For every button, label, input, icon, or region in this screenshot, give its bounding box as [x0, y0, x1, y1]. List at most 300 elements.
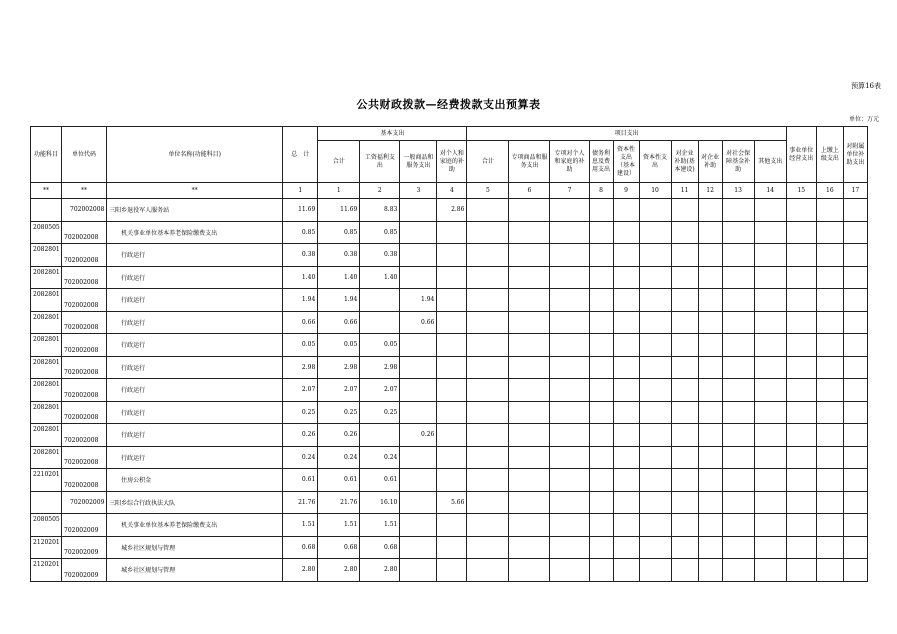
- empty-cell: [698, 199, 722, 222]
- personal-subsidy-cell: [437, 266, 467, 289]
- empty-cell: [589, 559, 613, 582]
- index-cell: 1: [318, 183, 360, 199]
- empty-cell: [613, 559, 639, 582]
- unit-code-cell: 702002009: [62, 514, 107, 537]
- unit-code-cell: 702002009: [62, 491, 107, 514]
- func-code-cell: 2210201: [31, 469, 62, 492]
- empty-cell: [843, 536, 867, 559]
- unit-label: 单位：万元: [848, 116, 879, 123]
- total-cell: 21.76: [283, 491, 318, 514]
- table-row: [31, 559, 868, 582]
- unit-code-cell: 702002008: [62, 289, 107, 312]
- empty-cell: [843, 401, 867, 424]
- empty-cell: [613, 401, 639, 424]
- empty-cell: [639, 289, 671, 312]
- personal-subsidy-cell: [437, 469, 467, 492]
- basic-total-cell: 0.24: [318, 446, 360, 469]
- empty-cell: [671, 311, 698, 334]
- header-project-6: 对企业补助(基本建设): [671, 141, 698, 183]
- empty-cell: [671, 536, 698, 559]
- empty-cell: [843, 289, 867, 312]
- goods-services-cell: [400, 266, 437, 289]
- total-cell: 0.24: [283, 446, 318, 469]
- empty-cell: [843, 334, 867, 357]
- empty-cell: [467, 379, 509, 402]
- empty-cell: [509, 536, 550, 559]
- wages-cell: 0.38: [360, 244, 400, 267]
- empty-cell: [843, 379, 867, 402]
- empty-cell: [754, 469, 786, 492]
- empty-cell: [722, 491, 754, 514]
- empty-cell: [754, 559, 786, 582]
- empty-cell: [639, 311, 671, 334]
- unit-code-cell: 702002008: [62, 334, 107, 357]
- basic-total-cell: 1.94: [318, 289, 360, 312]
- empty-cell: [550, 559, 589, 582]
- empty-cell: [754, 266, 786, 289]
- budget-table: [30, 126, 868, 582]
- func-code-cell: 2082801: [31, 289, 62, 312]
- basic-total-cell: 2.98: [318, 356, 360, 379]
- empty-cell: [589, 221, 613, 244]
- total-cell: 2.80: [283, 559, 318, 582]
- empty-cell: [722, 469, 754, 492]
- basic-total-cell: 0.38: [318, 244, 360, 267]
- unit-name-cell: 城乡社区规划与管理: [107, 536, 283, 559]
- empty-cell: [639, 221, 671, 244]
- empty-cell: [467, 244, 509, 267]
- personal-subsidy-cell: [437, 379, 467, 402]
- empty-cell: [467, 199, 509, 222]
- empty-cell: [816, 536, 843, 559]
- goods-services-cell: [400, 356, 437, 379]
- unit-code-cell: 702002008: [62, 244, 107, 267]
- empty-cell: [698, 334, 722, 357]
- header-project-7: 对企业补助: [698, 141, 722, 183]
- empty-cell: [509, 199, 550, 222]
- wages-cell: 8.83: [360, 199, 400, 222]
- personal-subsidy-cell: [437, 311, 467, 334]
- empty-cell: [613, 446, 639, 469]
- index-cell: **: [31, 183, 62, 199]
- empty-cell: [509, 424, 550, 447]
- total-cell: 0.26: [283, 424, 318, 447]
- table-row: [31, 469, 868, 492]
- empty-cell: [639, 334, 671, 357]
- empty-cell: [786, 311, 816, 334]
- unit-name-cell: 三阳乡综合行政执法大队: [107, 491, 283, 514]
- header-tail-2: 对附属单位补助支出: [843, 127, 867, 183]
- empty-cell: [754, 221, 786, 244]
- index-row: [31, 183, 868, 199]
- table-row: [31, 536, 868, 559]
- empty-cell: [639, 514, 671, 537]
- empty-cell: [613, 424, 639, 447]
- goods-services-cell: [400, 446, 437, 469]
- empty-cell: [816, 401, 843, 424]
- total-cell: 2.98: [283, 356, 318, 379]
- empty-cell: [550, 244, 589, 267]
- unit-name-cell: 行政运行: [107, 446, 283, 469]
- empty-cell: [816, 221, 843, 244]
- empty-cell: [613, 536, 639, 559]
- func-code-cell: 2120201: [31, 536, 62, 559]
- func-code-cell: 2080505: [31, 514, 62, 537]
- index-cell: **: [62, 183, 107, 199]
- empty-cell: [671, 289, 698, 312]
- index-cell: 11: [671, 183, 698, 199]
- wages-cell: [360, 424, 400, 447]
- header-unit-name: 单位名称(功能科目): [107, 127, 283, 183]
- empty-cell: [843, 491, 867, 514]
- empty-cell: [509, 446, 550, 469]
- empty-cell: [550, 311, 589, 334]
- empty-cell: [589, 469, 613, 492]
- empty-cell: [589, 401, 613, 424]
- empty-cell: [816, 446, 843, 469]
- func-code-cell: 2082801: [31, 446, 62, 469]
- empty-cell: [467, 356, 509, 379]
- unit-name-cell: 住房公积金: [107, 469, 283, 492]
- empty-cell: [467, 424, 509, 447]
- func-code-cell: 2082801: [31, 311, 62, 334]
- empty-cell: [786, 536, 816, 559]
- empty-cell: [639, 446, 671, 469]
- header-group-basic: 基本支出: [318, 127, 467, 141]
- unit-code-cell: 702002009: [62, 559, 107, 582]
- goods-services-cell: [400, 379, 437, 402]
- empty-cell: [786, 491, 816, 514]
- unit-code-cell: 702002008: [62, 356, 107, 379]
- basic-total-cell: 1.51: [318, 514, 360, 537]
- wages-cell: 0.05: [360, 334, 400, 357]
- empty-cell: [589, 491, 613, 514]
- header-project-2: 专项对个人和家庭的补助: [550, 141, 589, 183]
- empty-cell: [613, 311, 639, 334]
- empty-cell: [589, 244, 613, 267]
- empty-cell: [754, 334, 786, 357]
- goods-services-cell: [400, 536, 437, 559]
- header-project-8: 对社会保障基金补助: [722, 141, 754, 183]
- empty-cell: [550, 266, 589, 289]
- empty-cell: [467, 221, 509, 244]
- index-cell: 12: [698, 183, 722, 199]
- empty-cell: [816, 559, 843, 582]
- empty-cell: [671, 266, 698, 289]
- index-cell: 9: [613, 183, 639, 199]
- table-row: [31, 356, 868, 379]
- empty-cell: [613, 334, 639, 357]
- empty-cell: [722, 334, 754, 357]
- goods-services-cell: [400, 199, 437, 222]
- empty-cell: [698, 446, 722, 469]
- empty-cell: [589, 311, 613, 334]
- empty-cell: [698, 311, 722, 334]
- basic-total-cell: 0.26: [318, 424, 360, 447]
- goods-services-cell: [400, 469, 437, 492]
- empty-cell: [671, 446, 698, 469]
- empty-cell: [589, 424, 613, 447]
- empty-cell: [754, 379, 786, 402]
- goods-services-cell: [400, 559, 437, 582]
- header-tail-1: 上缴上级支出: [816, 127, 843, 183]
- empty-cell: [550, 491, 589, 514]
- wages-cell: 2.80: [360, 559, 400, 582]
- total-cell: 11.69: [283, 199, 318, 222]
- index-cell: 8: [589, 183, 613, 199]
- basic-total-cell: 1.40: [318, 266, 360, 289]
- empty-cell: [509, 289, 550, 312]
- empty-cell: [550, 199, 589, 222]
- empty-cell: [816, 334, 843, 357]
- page-title: 公共财政拨款—经费拨款支出预算表: [356, 98, 541, 111]
- goods-services-cell: [400, 334, 437, 357]
- empty-cell: [722, 446, 754, 469]
- empty-cell: [671, 379, 698, 402]
- empty-cell: [467, 536, 509, 559]
- wages-cell: [360, 311, 400, 334]
- empty-cell: [754, 311, 786, 334]
- func-code-cell: [31, 491, 62, 514]
- index-cell: 10: [639, 183, 671, 199]
- empty-cell: [843, 469, 867, 492]
- goods-services-cell: [400, 514, 437, 537]
- empty-cell: [786, 514, 816, 537]
- empty-cell: [816, 199, 843, 222]
- wages-cell: 16.10: [360, 491, 400, 514]
- empty-cell: [754, 424, 786, 447]
- goods-services-cell: [400, 401, 437, 424]
- empty-cell: [786, 289, 816, 312]
- header-project-3: 债务利息及费用支出: [589, 141, 613, 183]
- empty-cell: [509, 401, 550, 424]
- personal-subsidy-cell: [437, 401, 467, 424]
- unit-code-cell: 702002008: [62, 199, 107, 222]
- empty-cell: [589, 356, 613, 379]
- unit-code-cell: 702002008: [62, 311, 107, 334]
- empty-cell: [786, 199, 816, 222]
- empty-cell: [698, 559, 722, 582]
- wages-cell: [360, 289, 400, 312]
- empty-cell: [639, 536, 671, 559]
- empty-cell: [589, 536, 613, 559]
- index-cell: **: [107, 183, 283, 199]
- personal-subsidy-cell: [437, 334, 467, 357]
- empty-cell: [786, 424, 816, 447]
- empty-cell: [722, 536, 754, 559]
- table-row: [31, 266, 868, 289]
- empty-cell: [509, 469, 550, 492]
- empty-cell: [786, 559, 816, 582]
- empty-cell: [613, 221, 639, 244]
- unit-code-cell: 702002008: [62, 446, 107, 469]
- empty-cell: [786, 379, 816, 402]
- empty-cell: [816, 244, 843, 267]
- empty-cell: [509, 356, 550, 379]
- func-code-cell: 2082801: [31, 424, 62, 447]
- basic-total-cell: 0.25: [318, 401, 360, 424]
- empty-cell: [467, 334, 509, 357]
- header-project-9: 其他支出: [754, 141, 786, 183]
- empty-cell: [843, 514, 867, 537]
- empty-cell: [550, 446, 589, 469]
- empty-cell: [816, 491, 843, 514]
- empty-cell: [843, 559, 867, 582]
- wages-cell: 0.24: [360, 446, 400, 469]
- empty-cell: [550, 469, 589, 492]
- empty-cell: [722, 221, 754, 244]
- personal-subsidy-cell: [437, 356, 467, 379]
- empty-cell: [589, 266, 613, 289]
- empty-cell: [754, 446, 786, 469]
- unit-code-cell: 702002008: [62, 379, 107, 402]
- empty-cell: [550, 424, 589, 447]
- empty-cell: [589, 379, 613, 402]
- index-cell: 2: [360, 183, 400, 199]
- table-row: [31, 244, 868, 267]
- wages-cell: 0.85: [360, 221, 400, 244]
- header-project-4: 资本性支出（基本建设）: [613, 141, 639, 183]
- empty-cell: [816, 424, 843, 447]
- personal-subsidy-cell: [437, 289, 467, 312]
- unit-code-cell: 702002008: [62, 221, 107, 244]
- empty-cell: [509, 514, 550, 537]
- empty-cell: [671, 356, 698, 379]
- empty-cell: [843, 221, 867, 244]
- empty-cell: [550, 536, 589, 559]
- empty-cell: [786, 221, 816, 244]
- total-cell: 0.05: [283, 334, 318, 357]
- total-cell: 0.66: [283, 311, 318, 334]
- empty-cell: [754, 356, 786, 379]
- empty-cell: [722, 424, 754, 447]
- empty-cell: [467, 469, 509, 492]
- func-code-cell: 2080505: [31, 221, 62, 244]
- table-row: [31, 401, 868, 424]
- empty-cell: [843, 424, 867, 447]
- empty-cell: [550, 514, 589, 537]
- basic-total-cell: 2.07: [318, 379, 360, 402]
- index-cell: 5: [467, 183, 509, 199]
- unit-name-cell: 行政运行: [107, 379, 283, 402]
- index-cell: 7: [550, 183, 589, 199]
- header-basic-2: 一般商品和服务支出: [400, 141, 437, 183]
- empty-cell: [698, 266, 722, 289]
- empty-cell: [754, 289, 786, 312]
- personal-subsidy-cell: 2.86: [437, 199, 467, 222]
- index-cell: 15: [786, 183, 816, 199]
- basic-total-cell: 0.66: [318, 311, 360, 334]
- empty-cell: [589, 446, 613, 469]
- empty-cell: [698, 221, 722, 244]
- empty-cell: [843, 311, 867, 334]
- empty-cell: [613, 514, 639, 537]
- basic-total-cell: 0.61: [318, 469, 360, 492]
- header-basic-1: 工资福利支出: [360, 141, 400, 183]
- table-row: [31, 311, 868, 334]
- wages-cell: 2.98: [360, 356, 400, 379]
- total-cell: 0.68: [283, 536, 318, 559]
- empty-cell: [467, 446, 509, 469]
- total-cell: 0.61: [283, 469, 318, 492]
- empty-cell: [671, 424, 698, 447]
- empty-cell: [786, 266, 816, 289]
- empty-cell: [639, 469, 671, 492]
- empty-cell: [671, 491, 698, 514]
- unit-code-cell: 702002008: [62, 401, 107, 424]
- empty-cell: [843, 266, 867, 289]
- wages-cell: 2.07: [360, 379, 400, 402]
- header-tail-0: 事业单位经营支出: [786, 127, 816, 183]
- empty-cell: [589, 334, 613, 357]
- header-unit-code: 单位代码: [62, 127, 107, 183]
- empty-cell: [467, 401, 509, 424]
- empty-cell: [613, 491, 639, 514]
- unit-code-cell: 702002009: [62, 536, 107, 559]
- unit-code-cell: 702002008: [62, 266, 107, 289]
- empty-cell: [509, 491, 550, 514]
- empty-cell: [467, 559, 509, 582]
- unit-name-cell: 行政运行: [107, 266, 283, 289]
- func-code-cell: 2082801: [31, 379, 62, 402]
- empty-cell: [698, 379, 722, 402]
- empty-cell: [639, 559, 671, 582]
- empty-cell: [639, 379, 671, 402]
- empty-cell: [550, 289, 589, 312]
- index-cell: 13: [722, 183, 754, 199]
- total-cell: 0.85: [283, 221, 318, 244]
- table-body: [31, 199, 868, 582]
- personal-subsidy-cell: [437, 559, 467, 582]
- unit-name-cell: 机关事业单位基本养老保险缴费支出: [107, 221, 283, 244]
- empty-cell: [786, 401, 816, 424]
- empty-cell: [722, 514, 754, 537]
- empty-cell: [698, 289, 722, 312]
- empty-cell: [816, 289, 843, 312]
- empty-cell: [613, 266, 639, 289]
- empty-cell: [639, 424, 671, 447]
- empty-cell: [613, 356, 639, 379]
- empty-cell: [754, 491, 786, 514]
- empty-cell: [722, 266, 754, 289]
- header-total: 总 计: [283, 127, 318, 183]
- empty-cell: [843, 356, 867, 379]
- unit-name-cell: 行政运行: [107, 356, 283, 379]
- unit-code-cell: 702002008: [62, 469, 107, 492]
- empty-cell: [786, 244, 816, 267]
- empty-cell: [671, 559, 698, 582]
- empty-cell: [613, 244, 639, 267]
- empty-cell: [722, 401, 754, 424]
- empty-cell: [786, 334, 816, 357]
- empty-cell: [722, 356, 754, 379]
- empty-cell: [698, 356, 722, 379]
- func-code-cell: 2082801: [31, 401, 62, 424]
- empty-cell: [816, 266, 843, 289]
- index-cell: 3: [400, 183, 437, 199]
- goods-services-cell: [400, 491, 437, 514]
- empty-cell: [786, 446, 816, 469]
- empty-cell: [550, 221, 589, 244]
- empty-cell: [589, 199, 613, 222]
- basic-total-cell: 0.85: [318, 221, 360, 244]
- empty-cell: [816, 356, 843, 379]
- empty-cell: [698, 536, 722, 559]
- empty-cell: [754, 536, 786, 559]
- empty-cell: [816, 311, 843, 334]
- goods-services-cell: [400, 221, 437, 244]
- empty-cell: [671, 401, 698, 424]
